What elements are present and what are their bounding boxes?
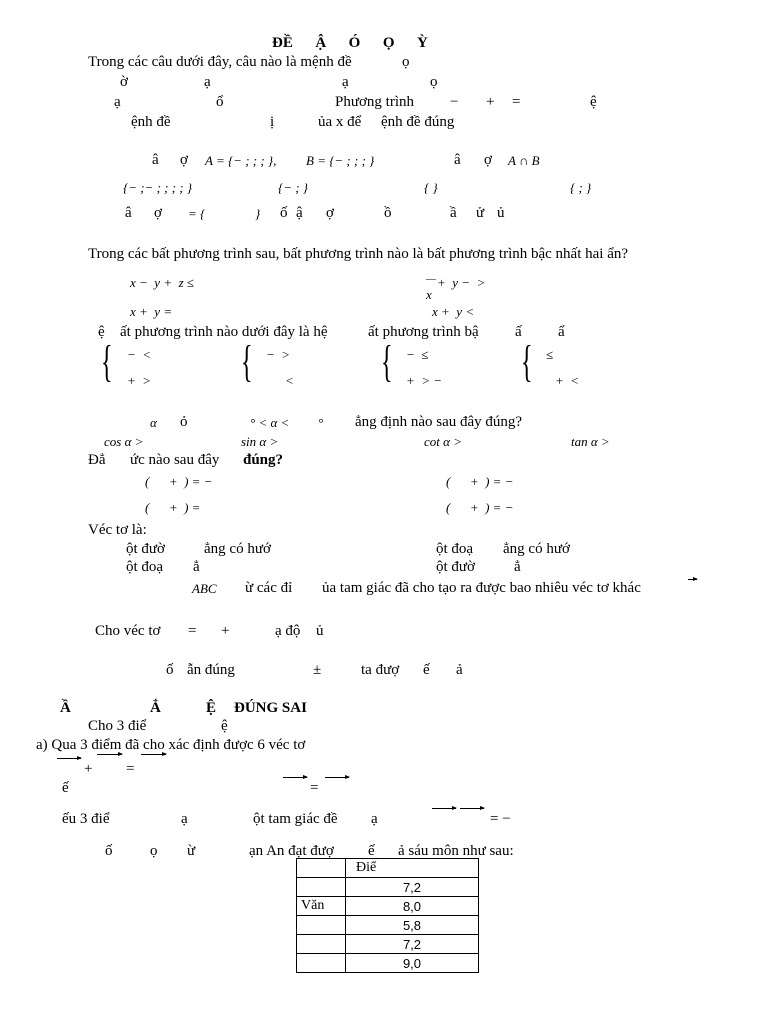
subject-cell — [297, 878, 346, 897]
exam-title: ĐỀ Ậ Ó Ọ Ỳ — [272, 35, 428, 51]
q10-pm: ± — [313, 662, 322, 678]
q2-intersection: A ∩ B — [508, 153, 540, 168]
q1-plus: + — [486, 94, 495, 110]
q9-eq: = — [188, 623, 197, 639]
score-table-header — [297, 859, 479, 878]
q7-option-b: ột đoạ — [436, 541, 474, 557]
q1-option-a-b: ạ — [204, 74, 211, 90]
q12-text-b: ọ — [150, 843, 158, 859]
q10-text-c: ta đượ — [361, 662, 400, 678]
q11-vector-1 — [57, 758, 81, 759]
q9-plus: + — [221, 623, 230, 639]
q2-line3-f: ậ — [296, 205, 303, 221]
q3-option-b-num: — — [426, 273, 436, 285]
q1-option-d: Phương trình — [335, 94, 414, 110]
q3-option-c: x + y = — [130, 304, 173, 319]
q3-option-a: x − y + z ≤ — [130, 275, 195, 290]
q11-d-text-c: ột tam giác đề — [253, 811, 338, 827]
q6-option-d: ( + ) = − — [446, 500, 514, 515]
score-table — [296, 858, 479, 973]
q12-text-a: ố — [105, 843, 113, 859]
part2-heading-c: Ệ — [206, 700, 217, 716]
part2-heading-d: ĐÚNG SAI — [234, 700, 307, 716]
q11-statement-a: a) Qua 3 điểm đã cho xác định được 6 véc tơ — [36, 737, 306, 753]
q4-sys-c-1: − ≤ — [406, 347, 429, 362]
q2-line3-i: ầ — [450, 205, 457, 221]
score-cell: 7,2 — [346, 878, 479, 897]
q7-option-a: ột đườ — [126, 541, 165, 557]
q2-text-c: â — [454, 152, 461, 168]
score-cell: 7,2 — [346, 935, 479, 954]
q2-line3-e: ố — [280, 205, 288, 221]
q7-option-d-b: ẳ — [514, 559, 521, 575]
q4-brace-b: { — [241, 337, 253, 386]
q9-text-b: ạ độ — [275, 623, 301, 639]
q4-sys-a-1: − < — [127, 347, 152, 362]
q5-option-a: cos α > — [104, 434, 144, 449]
q11-vector-7 — [460, 808, 484, 809]
q6-option-a: ( + ) = − — [145, 474, 213, 489]
q4-sys-a-2: + > — [127, 373, 152, 388]
q7-option-b-b: ẳng có hướ — [503, 541, 570, 557]
q1-option-d-b: ệ — [590, 94, 597, 110]
q12-text-e: ế — [368, 843, 375, 859]
q3-option-b-den: x — [426, 287, 432, 302]
q11-b-plus: + — [84, 761, 93, 777]
q4-sys-b-1: − > — [266, 347, 291, 362]
q10-text-b: ẫn đúng — [187, 662, 235, 678]
q6-text-a: Đẳ — [88, 452, 106, 468]
q4-sys-c-2: + > − — [406, 373, 443, 388]
q4-text-e: ẩ — [558, 324, 565, 340]
q1-line4-b: ị — [270, 114, 275, 130]
q4-text-d: ấ — [515, 324, 522, 340]
q2-option-c: { } — [424, 180, 438, 195]
q12-text-c: ừ — [187, 843, 196, 859]
q11-intro: Cho 3 điể — [88, 718, 147, 734]
q11-b-eq: = — [126, 761, 135, 777]
q5-text-a: ỏ — [180, 414, 188, 430]
q11-c-eq: = — [310, 780, 319, 796]
q2-line3-a: â — [125, 205, 132, 221]
q11-vector-2 — [97, 754, 122, 755]
q11-d-text-a: ếu 3 điể — [62, 811, 110, 827]
q11-vector-6 — [432, 808, 456, 809]
q6-option-b: ( + ) = − — [446, 474, 514, 489]
q5-option-b: sin α > — [241, 434, 279, 449]
q4-text-b: ất phương trình nào dưới đây là hệ — [120, 324, 328, 340]
q9-text-c: ủ — [316, 623, 324, 639]
q1-minus: − — [450, 94, 459, 110]
q11-d-eq: = − — [490, 811, 511, 827]
q1-option-b: ạ — [342, 74, 349, 90]
q5-option-c: cot α > — [424, 434, 462, 449]
q1-text: Trong các câu dưới đây, câu nào là mệnh đề — [88, 54, 352, 70]
q12-text-d: ạn An đạt đượ — [249, 843, 334, 859]
q7-option-d: ột đườ — [436, 559, 475, 575]
score-cell: 5,8 — [346, 916, 479, 935]
score-table-header-score: Điể — [346, 859, 479, 878]
table-row — [297, 897, 479, 916]
score-cell: 8,0 — [346, 897, 479, 916]
q1-line4-d: ệnh đề đúng — [381, 114, 455, 130]
q4-text-a: ệ — [98, 324, 105, 340]
table-row — [297, 916, 479, 935]
table-row — [297, 954, 479, 973]
q4-brace-a: { — [101, 337, 113, 386]
q2-line3-h: ồ — [384, 205, 392, 221]
q1-line4-c: ủa x để — [318, 114, 362, 130]
q2-text-b: ợ — [180, 152, 188, 168]
q12-text-f: ả sáu môn như sau: — [398, 843, 514, 859]
q11-c-text: ế — [62, 780, 69, 796]
subject-cell — [297, 954, 346, 973]
q4-brace-d: { — [521, 337, 533, 386]
q4-text-c: ất phương trình bậ — [368, 324, 479, 340]
q1-option-b-b: ọ — [430, 74, 438, 90]
table-row — [297, 935, 479, 954]
q11-vector-5 — [325, 777, 349, 778]
q5-alpha: α — [150, 415, 157, 430]
q9-text-a: Cho véc tơ — [95, 623, 161, 639]
q8-text-a: ừ các đỉ — [245, 580, 293, 596]
q3-text: Trong các bất phương trình sau, bất phương trình nào là bất phương trình bậc nhất hai ẩn? — [88, 246, 629, 262]
q11-d-text-d: ạ — [371, 811, 378, 827]
q7-option-a-b: ẳng có hướ — [204, 541, 271, 557]
q7-option-c: ột đoạ — [126, 559, 164, 575]
q5-option-d: tan α > — [571, 434, 610, 449]
q2-line3-j: ử — [476, 205, 485, 221]
q1-option-c-b: ổ — [216, 94, 224, 110]
q2-line3-c: = { — [188, 206, 206, 221]
q3-option-d: x + y < — [432, 304, 475, 319]
score-cell: 9,0 — [346, 954, 479, 973]
q5-degree: ° — [318, 415, 324, 430]
q4-sys-d-2: + < — [555, 373, 580, 388]
q1-line4: ệnh đề — [131, 114, 171, 130]
q4-sys-d-1: ≤ — [546, 347, 554, 362]
q1-eq: = — [512, 94, 521, 110]
q6-option-c: ( + ) = — [145, 500, 201, 515]
part2-heading-a: Ầ — [60, 700, 71, 716]
q4-brace-c: { — [381, 337, 393, 386]
q3-option-b: + y − > — [437, 275, 486, 290]
q7-text: Véc tơ là: — [88, 522, 147, 538]
table-row — [297, 878, 479, 897]
q2-line3-b: ợ — [154, 205, 162, 221]
q1-option-a: ờ — [120, 74, 128, 90]
q2-option-d: { ; } — [570, 180, 592, 195]
q6-text-b: ức nào sau đây — [130, 452, 220, 468]
q5-range: ° < α < — [250, 415, 290, 430]
part2-heading-b: Ắ — [150, 700, 161, 716]
q8-zero-vector-arrow — [688, 579, 697, 580]
q11-vector-3 — [141, 754, 166, 755]
subject-cell — [297, 935, 346, 954]
subject-cell — [297, 916, 346, 935]
q10-text-d: ế — [423, 662, 430, 678]
q6-text-c: đúng? — [243, 452, 284, 468]
q11-vector-4 — [283, 777, 307, 778]
q2-option-b: {− ; } — [278, 180, 308, 195]
q7-option-c-b: ẳ — [193, 559, 200, 575]
q5-text-b: ẳng định nào sau đây đúng? — [355, 414, 523, 430]
q2-line3-g: ợ — [326, 205, 334, 221]
q10-text-e: ả — [456, 662, 463, 678]
q2-line3-k: ủ — [497, 205, 505, 221]
q1-text-b: ọ — [402, 54, 410, 70]
q8-text-b: ủa tam giác đã cho tạo ra được bao nhiêu véc tơ khác — [322, 580, 641, 596]
subject-cell: Văn — [297, 897, 346, 916]
q10-text-a: ố — [166, 662, 174, 678]
q4-sys-b-2: < — [285, 373, 294, 388]
q2-line3-d: } — [255, 206, 261, 221]
q2-set-b: B = {− ; ; ; } — [306, 153, 375, 168]
q1-option-c: ạ — [114, 94, 121, 110]
q11-intro-b: ệ — [221, 718, 228, 734]
q2-option-a: {− ;− ; ; ; ; } — [123, 180, 193, 195]
q2-text-d: ợ — [484, 152, 492, 168]
score-table-header-subject — [297, 859, 346, 878]
q2-set-a: A = {− ; ; ; }, — [205, 153, 277, 168]
q8-abc: ABC — [192, 581, 217, 596]
q2-text-a: â — [152, 152, 159, 168]
q11-d-text-b: ạ — [181, 811, 188, 827]
